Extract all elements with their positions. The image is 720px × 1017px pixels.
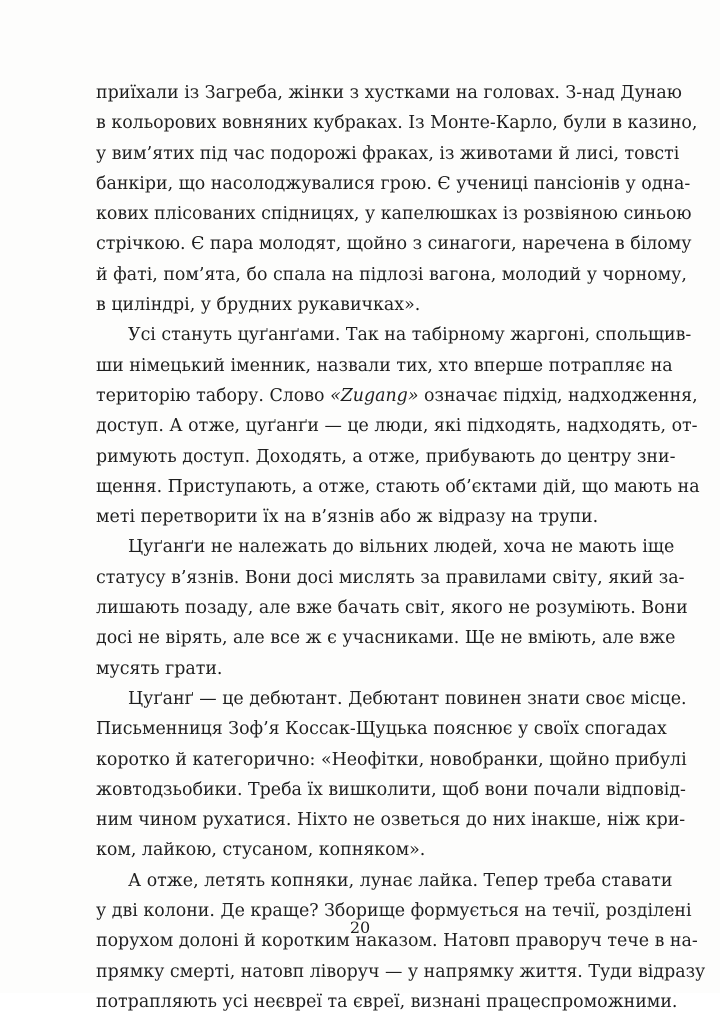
text-line: меті перетворити їх на в’язнів або ж відразу на трупи. [96, 507, 599, 528]
text-line: Цуґанґи не належать до вільних людей, хоча не мають іще [128, 537, 675, 558]
text-line: римують доступ. Доходять, а отже, прибувають до центру зни- [96, 446, 676, 467]
text-line: жовтодзьобики. Треба їх вишколити, щоб вони почали відповід- [96, 779, 686, 800]
text-line: в кольорових вовняних кубраках. Із Монте-Карло, були в казино, [96, 113, 698, 134]
text-line: кових плісованих спідницях, у капелюшках із розвіяною синьою [96, 204, 692, 225]
body-text [96, 78, 706, 1017]
text-line: коротко й категорично: «Неофітки, новобранки, щойно прибулі [96, 749, 687, 770]
text-line: ним чином рухатися. Ніхто не озветься до них інакше, ніж кри- [96, 810, 686, 831]
paragraph [96, 78, 698, 320]
text-line: щення. Приступають, а отже, стають об’єктами дій, що мають на [96, 476, 700, 497]
paragraph [96, 866, 706, 1017]
paragraph [96, 532, 688, 683]
text-line: ши німецький іменник, назвали тих, хто вперше потрапляє на [96, 355, 673, 376]
text-line: Письменниця Зоф’я Коссак-Щуцька пояснює у своїх спогадах [96, 719, 667, 740]
text-line: А отже, летять копняки, лунає лайка. Тепер треба ставати [128, 870, 673, 891]
text-line: банкіри, що насолоджувалися грою. Є учениці пансіонів у одна- [96, 173, 691, 194]
text-line: досі не вірять, але все ж є учасниками. Ще не вміють, але вже [96, 628, 676, 649]
page-number: 20 [349, 918, 371, 937]
text-line: й фаті, пом’ята, бо спала на підлозі вагона, молодий у чорному, [96, 264, 687, 285]
text-line: Усі стануть цуґанґами. Так на табірному жаргоні, спольщив- [128, 325, 692, 346]
text-line [96, 381, 698, 411]
text-line: Цуґанґ — це дебютант. Дебютант повинен знати своє місце. [128, 688, 687, 709]
paragraph [96, 320, 700, 532]
text-line: у дві колони. Де краще? Зборище формується на течії, розділені [96, 901, 692, 922]
paragraph [96, 684, 687, 866]
text-line: прямку смерті, натовп ліворуч — у напрямку життя. Туди відразу [96, 961, 706, 982]
text-line: потрапляють усі неєвреї та євреї, визнані працеспроможними. [96, 991, 678, 1012]
text-run: територію табору. Слово [96, 385, 331, 406]
text-line: у вим’ятих під час подорожі фраках, із животами й лисі, товсті [96, 143, 680, 164]
text-line: доступ. А отже, цуґанґи — це люди, які підходять, надходять, от- [96, 416, 698, 437]
text-line: приїхали із Загреба, жінки з хустками на головах. З-над Дунаю [96, 83, 682, 103]
text-line: порухом долоні й коротким наказом. Натовп праворуч тече в на- [96, 931, 698, 952]
text-line: ком, лайкою, стусаном, копняком». [96, 840, 426, 861]
text-line: мусять грати. [96, 658, 223, 679]
text-line: в циліндрі, у брудних рукавичках». [96, 295, 421, 316]
text-line: стрічкою. Є пара молодят, щойно з синагоги, наречена в білому [96, 234, 692, 255]
text-line: лишають позаду, але вже бачать світ, якого не розуміють. Вони [96, 598, 688, 619]
text-run: означає підхід, надходження, [418, 385, 698, 406]
italic-term: «Zugang» [330, 385, 419, 406]
text-line: статусу в’язнів. Вони досі мислять за правилами світу, який за- [96, 567, 685, 588]
